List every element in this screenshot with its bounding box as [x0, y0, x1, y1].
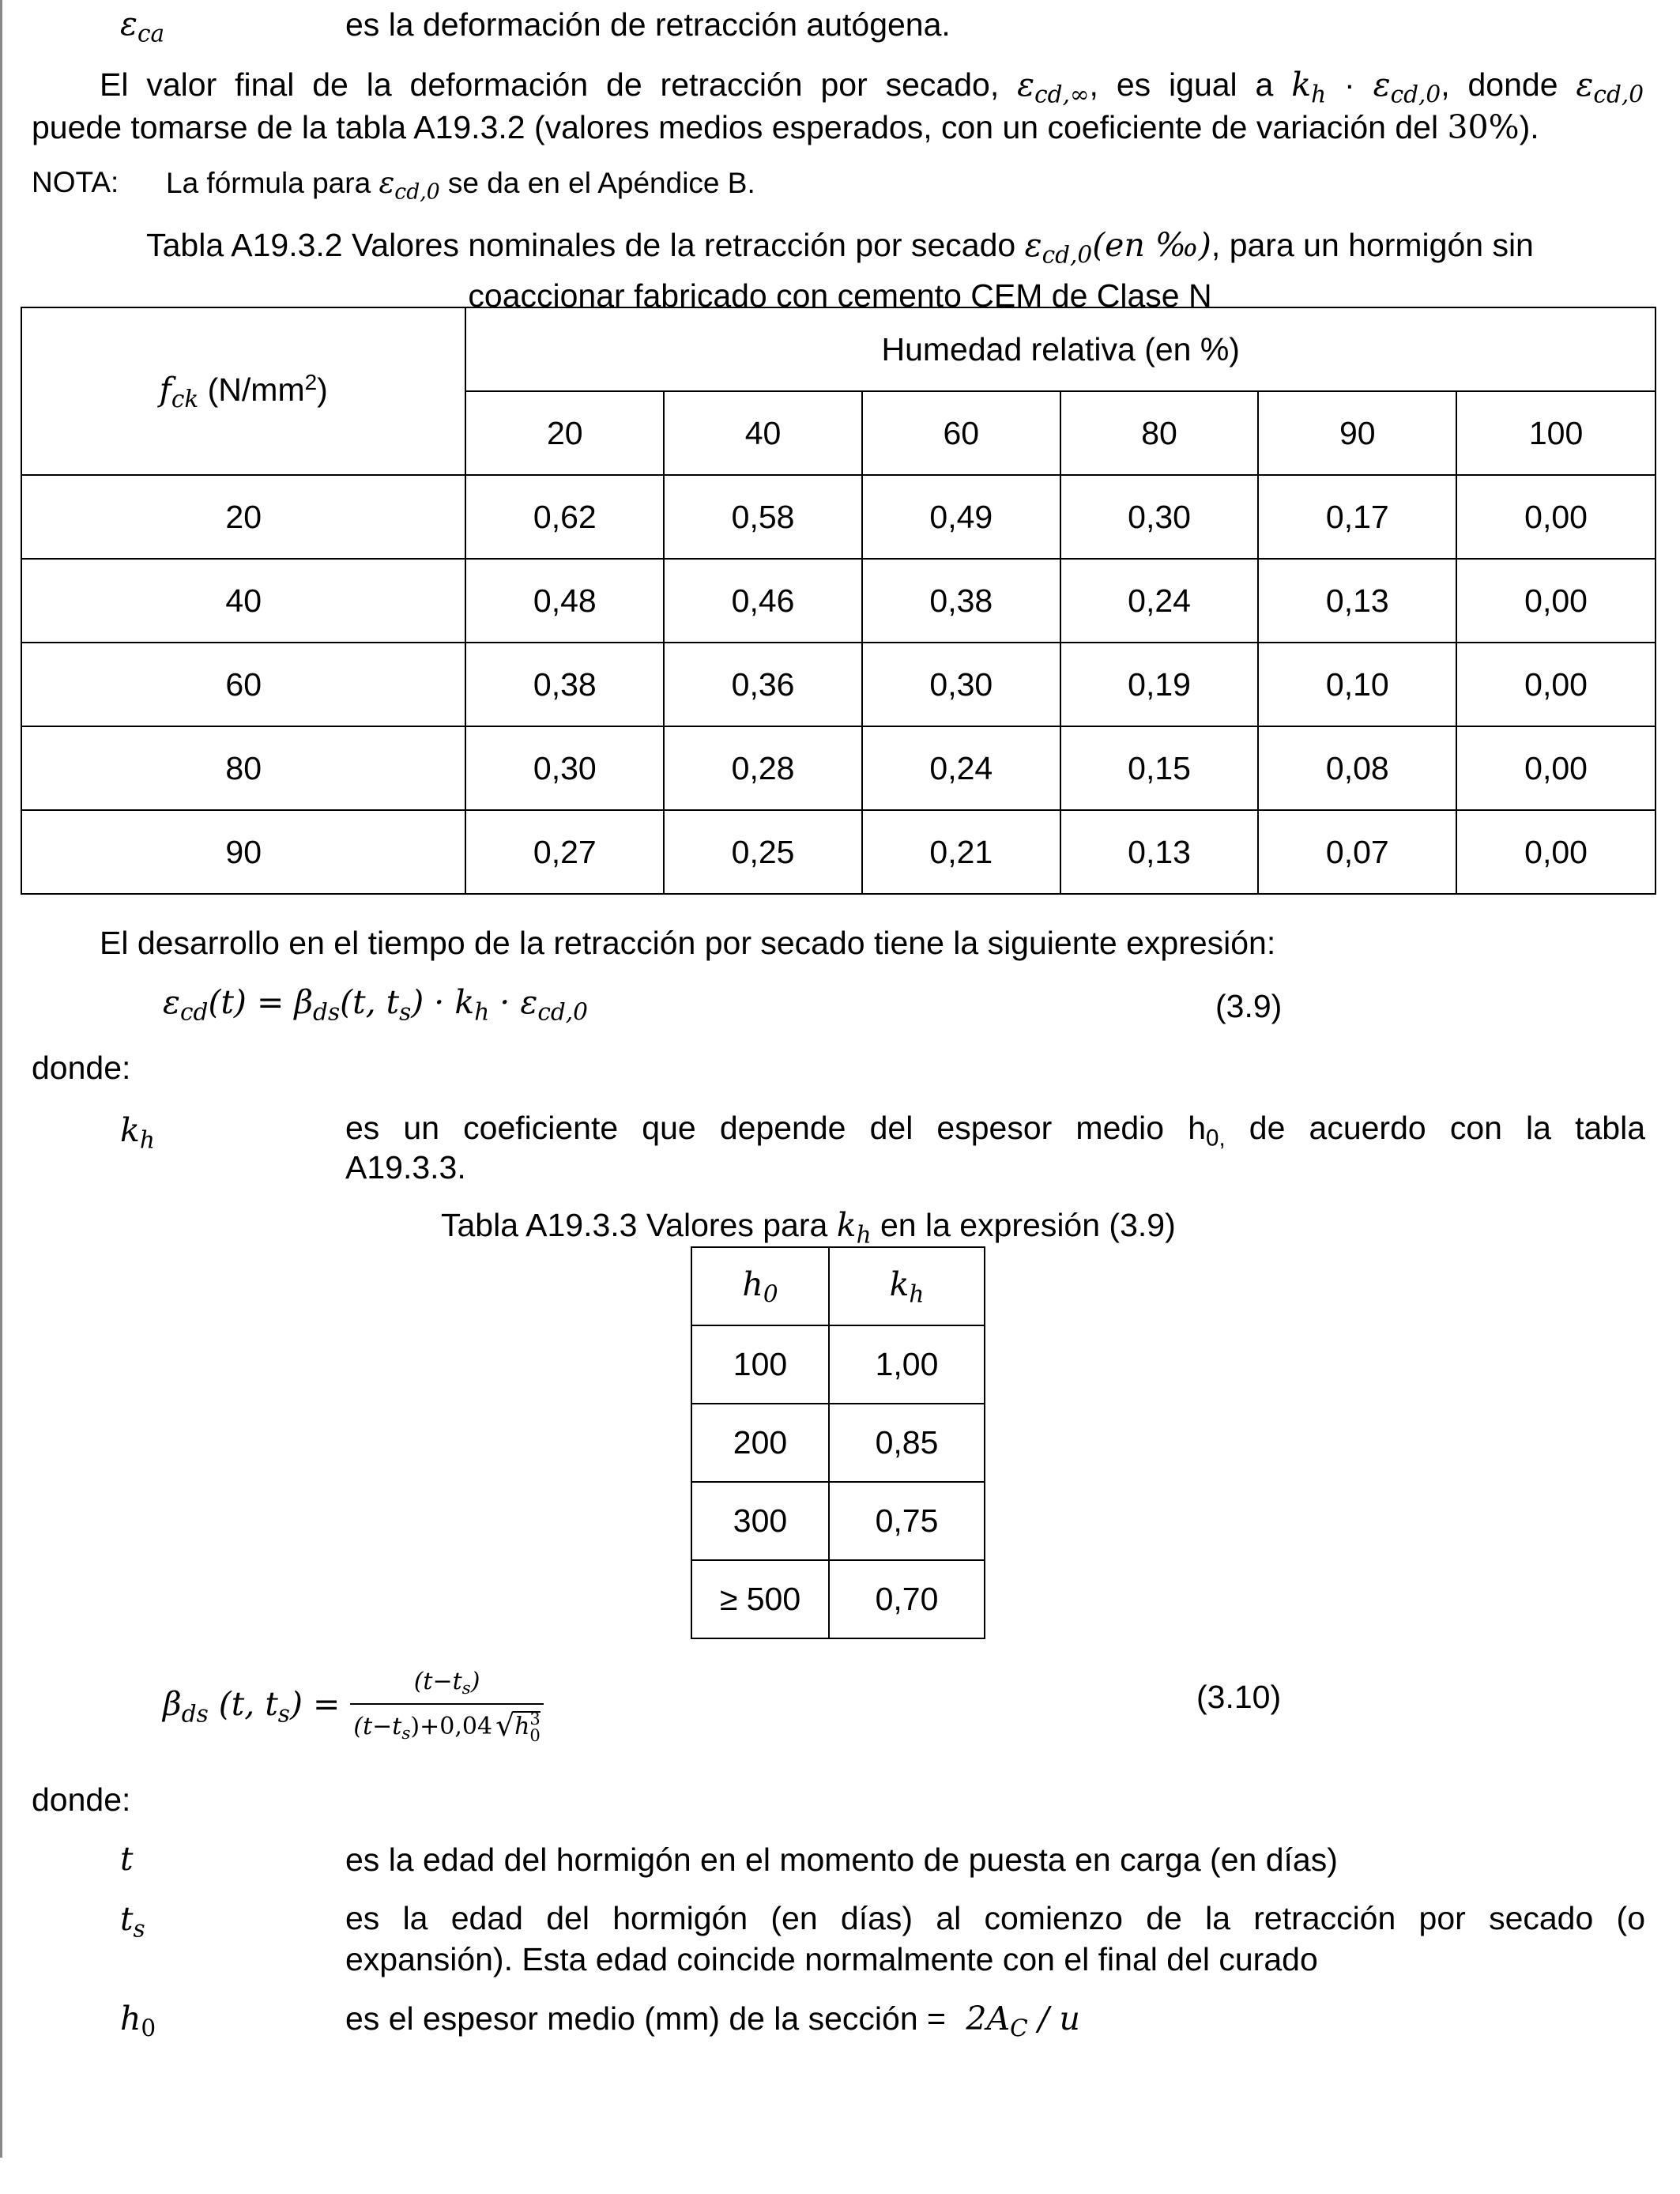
donde-label: donde: [32, 1781, 131, 1818]
humidity-col: 100 [1456, 391, 1656, 475]
fck-cell: 40 [21, 559, 465, 643]
value-cell: 0,15 [1060, 726, 1259, 810]
value-cell: 0,48 [465, 559, 664, 643]
kh-cell: 0,75 [829, 1482, 985, 1560]
paragraph-final-shrinkage: El valor final de la deformación de retracción por secado, $\varepsilon_{cd,\infty}$, es igual a $k_h \cdot \varepsilon_{cd,0}$, donde $\varepsilon_{cd,0}$ [100, 66, 1644, 108]
value-cell: 0,00 [1456, 810, 1656, 894]
kh-definition: es un coeficiente que depende del espesor medio $h_{0,}$ de acuerdo con la tabla [345, 1110, 1645, 1152]
donde-label: donde: [32, 1050, 131, 1086]
ts-symbol: $t_s$ [120, 1900, 145, 1943]
value-cell: 0,10 [1258, 643, 1456, 726]
equation-3-10: $\beta_{ds}$ (t, $t_s$) = $(t-t_s)$ $(t-t_s)+0,04√$ h 3 0 [163, 1668, 544, 1744]
fraction-denominator: $(t-t_s)+0,04√$ h 3 0 [350, 1705, 543, 1744]
ts-definition: es la edad del hormigón (en días) al comienzo de la retracción por secado (o [345, 1900, 1645, 1936]
table-row [21, 726, 1656, 810]
paragraph-final-shrinkage-line2: puede tomarse de la tabla A19.3.2 (valores medios esperados, con un coeficiente de variación del 30%). [32, 108, 1539, 146]
kh-cell: 1,00 [829, 1325, 985, 1404]
note-text: La fórmula para $\varepsilon_{cd,0}$ se da en el Apéndice B. [166, 166, 755, 205]
h0-symbol: $h_0$ [120, 2000, 156, 2042]
value-cell: 0,38 [465, 643, 664, 726]
left-margin-rule [0, 0, 2, 2158]
table-header-row [21, 307, 1656, 391]
value-cell: 0,36 [664, 643, 862, 726]
table-row [21, 810, 1656, 894]
table-row [21, 475, 1656, 559]
table-row [21, 559, 1656, 643]
value-cell: 0,30 [862, 643, 1060, 726]
value-cell: 0,19 [1060, 643, 1259, 726]
value-cell: 0,30 [465, 726, 664, 810]
h0-cell: 300 [691, 1482, 829, 1560]
table-row [691, 1325, 985, 1404]
table-header-row [691, 1247, 985, 1325]
humidity-col: 90 [1258, 391, 1456, 475]
value-cell: 0,08 [1258, 726, 1456, 810]
kh-cell: 0,70 [829, 1560, 985, 1638]
eps-ca-definition: es la deformación de retracción autógena. [345, 6, 951, 43]
h0-definition: es el espesor medio (mm) de la sección = $2A_C$ / u [345, 2000, 1080, 2042]
fck-cell: 90 [21, 810, 465, 894]
shrinkage-table [21, 307, 1656, 895]
ts-definition-line2: expansión). Esta edad coincide normalmente con el final del curado [345, 1941, 1318, 1977]
h0-header-cell: $h_0$ [691, 1247, 829, 1325]
equation-3-9: $\varepsilon_{cd}(t) = \beta_{ds}(t$, $t_s) \cdot k_h \cdot \varepsilon_{cd,0}$ [163, 983, 588, 1026]
fck-header-cell: $f_{ck}$ $(N/mm^2)$ [21, 307, 465, 475]
table2-caption: Tabla A19.3.3 Valores para $k_h$ en la expresión (3.9) [441, 1206, 1176, 1249]
fck-cell: 60 [21, 643, 465, 726]
fraction [350, 1668, 543, 1744]
value-cell: 0,17 [1258, 475, 1456, 559]
t-symbol: t [120, 1840, 134, 1878]
value-cell: 0,07 [1258, 810, 1456, 894]
value-cell: 0,30 [1060, 475, 1259, 559]
kh-header-cell: $k_h$ [829, 1247, 985, 1325]
value-cell: 0,13 [1060, 810, 1259, 894]
value-cell: 0,00 [1456, 726, 1656, 810]
value-cell: 0,24 [862, 726, 1060, 810]
value-cell: 0,27 [465, 810, 664, 894]
fck-cell: 80 [21, 726, 465, 810]
kh-definition-line2: A19.3.3. [345, 1149, 466, 1186]
h0-cell: ≥ 500 [691, 1560, 829, 1638]
value-cell: 0,24 [1060, 559, 1259, 643]
table-row [691, 1404, 985, 1482]
humidity-header-cell: Humedad relativa (en %) [465, 307, 1656, 391]
value-cell: 0,38 [862, 559, 1060, 643]
t-definition: es la edad del hormigón en el momento de puesta en carga (en días) [345, 1842, 1338, 1878]
equation-number-3-10: (3.10) [1196, 1679, 1282, 1715]
equation-number-3-9: (3.9) [1215, 988, 1283, 1024]
humidity-col: 40 [664, 391, 862, 475]
value-cell: 0,13 [1258, 559, 1456, 643]
sqrt-symbol: √ h 3 0 [513, 1711, 541, 1740]
note-label: NOTA: [32, 166, 119, 198]
table-row [21, 643, 1656, 726]
h0-cell: 200 [691, 1404, 829, 1482]
kh-cell: 0,85 [829, 1404, 985, 1482]
h0-cell: 100 [691, 1325, 829, 1404]
table1-caption: Tabla A19.3.2 Valores nominales de la retracción por secado $\varepsilon_{cd,0}(en$ ‰), para un hormigón sin coaccionar fabricado con cemento CEM de Clase N [146, 226, 1534, 315]
value-cell: 0,25 [664, 810, 862, 894]
value-cell: 0,00 [1456, 559, 1656, 643]
value-cell: 0,21 [862, 810, 1060, 894]
humidity-col: 80 [1060, 391, 1259, 475]
value-cell: 0,00 [1456, 643, 1656, 726]
value-cell: 0,49 [862, 475, 1060, 559]
paragraph-time-development: El desarrollo en el tiempo de la retracción por secado tiene la siguiente expresión: [100, 925, 1276, 961]
humidity-col: 20 [465, 391, 664, 475]
kh-table [691, 1246, 985, 1639]
eps-ca-symbol: $\varepsilon_{ca}$ [120, 5, 165, 47]
value-cell: 0,58 [664, 475, 862, 559]
fraction-numerator: $(t-t_s)$ [350, 1668, 543, 1705]
table-row [691, 1482, 985, 1560]
table-row [691, 1560, 985, 1638]
kh-symbol: $k_h$ [120, 1111, 155, 1154]
humidity-col: 60 [862, 391, 1060, 475]
value-cell: 0,62 [465, 475, 664, 559]
fck-cell: 20 [21, 475, 465, 559]
value-cell: 0,28 [664, 726, 862, 810]
value-cell: 0,46 [664, 559, 862, 643]
value-cell: 0,00 [1456, 475, 1656, 559]
